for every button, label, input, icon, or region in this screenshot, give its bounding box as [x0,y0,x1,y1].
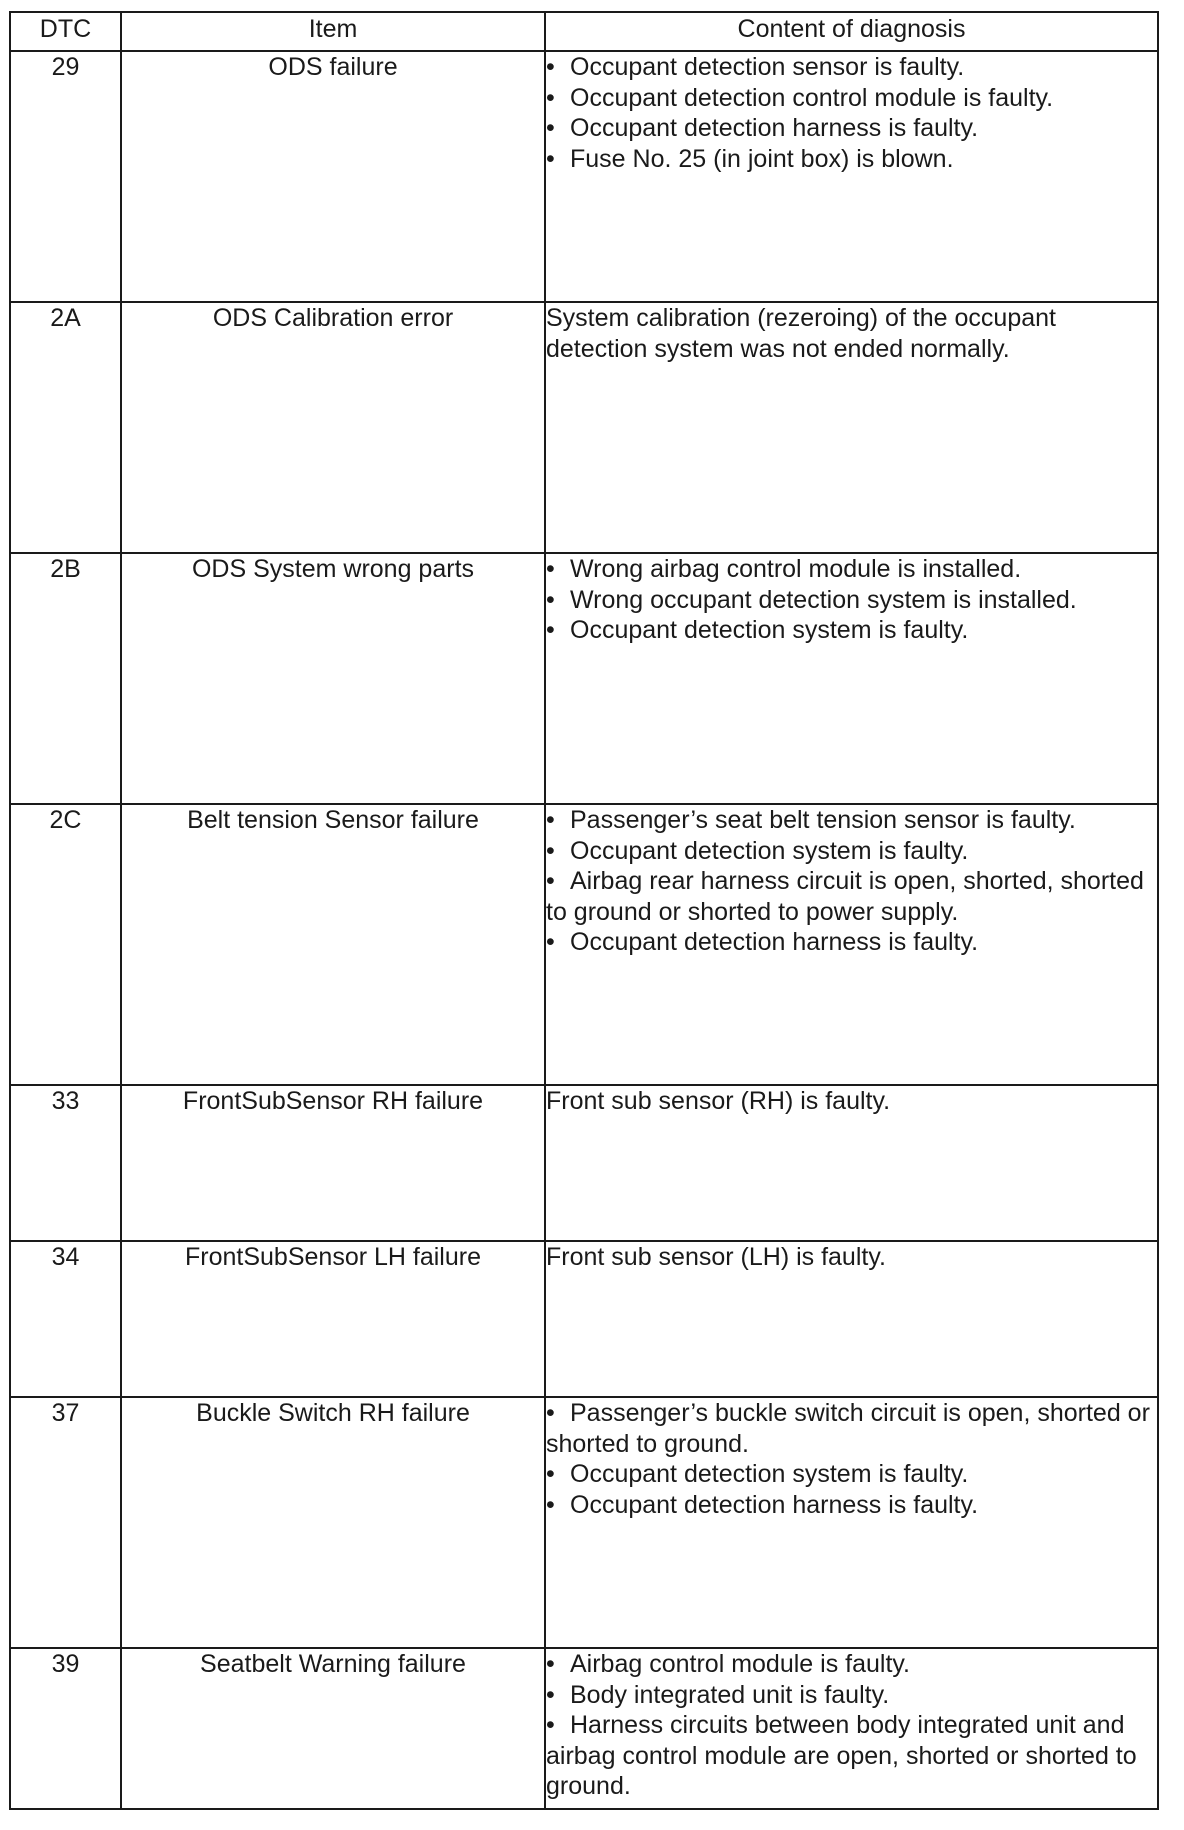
table-row [10,51,1158,302]
diagnosis-content [545,1397,1158,1648]
diagnosis-bullet-line: • Passenger’s seat belt tension sensor is faulty. [546,806,1076,834]
table-row [10,1397,1158,1648]
diagnosis-content [545,1241,1158,1397]
diagnosis-bullet-line: • Occupant detection harness is faulty. [546,928,979,956]
dtc-item: ODS System wrong parts [121,553,545,804]
dtc-item: Seatbelt Warning failure [121,1648,545,1809]
diagnosis-bullet-line: • Fuse No. 25 (in joint box) is blown. [546,144,954,173]
dtc-code: 2C [10,804,121,1085]
bullet-icon: • [546,144,555,173]
diagnosis-content [545,553,1158,804]
table-row [10,1648,1158,1809]
bullet-icon: • [546,616,555,644]
diagnosis-bullet-line: • Occupant detection harness is faulty. [546,1490,979,1519]
dtc-item: ODS Calibration error [121,302,545,553]
bullet-icon: • [546,836,555,865]
diagnosis-content [545,1085,1158,1241]
diagnosis-bullet-line: • Occupant detection system is faulty. [546,1460,969,1488]
header-item: Item [121,12,545,51]
dtc-code: 34 [10,1241,121,1397]
diagnosis-paragraph: Front sub sensor (LH) is faulty. [546,1243,886,1271]
diagnosis-content [545,302,1158,553]
diagnosis-paragraph: System calibration (rezeroing) of the occupant detection system was not ended normally. [546,304,1056,363]
bullet-icon: • [546,555,555,583]
diagnosis-bullet-line: • Harness circuits between body integrated unit and airbag control module are open, shorted or shorted to ground. [546,1711,1137,1800]
dtc-item: FrontSubSensor RH failure [121,1085,545,1241]
diagnosis-content [545,1648,1158,1809]
bullet-icon: • [546,53,555,81]
table-row [10,804,1158,1085]
bullet-icon: • [546,867,555,895]
diagnosis-bullet-line: • Occupant detection system is faulty. [546,616,969,644]
bullet-icon: • [546,114,555,142]
diagnosis-bullet-line: • Occupant detection harness is faulty. [546,114,979,142]
table-row [10,553,1158,804]
diagnosis-bullet-line: • Airbag control module is faulty. [546,1650,910,1678]
table-header-row [10,12,1158,51]
dtc-code: 39 [10,1648,121,1809]
diagnosis-bullet-line: • Wrong occupant detection system is installed. [546,585,1077,614]
diagnosis-content [545,51,1158,302]
bullet-icon: • [546,83,555,112]
diagnosis-bullet-line: • Occupant detection system is faulty. [546,836,969,865]
header-dtc: DTC [10,12,121,51]
header-content-of-diagnosis: Content of diagnosis [545,12,1158,51]
dtc-table [9,11,1159,1810]
dtc-code: 29 [10,51,121,302]
bullet-icon: • [546,928,555,956]
dtc-item: Belt tension Sensor failure [121,804,545,1085]
diagnosis-bullet-line: • Wrong airbag control module is installed. [546,555,1022,583]
bullet-icon: • [546,1680,555,1709]
dtc-code: 2A [10,302,121,553]
bullet-icon: • [546,1460,555,1488]
dtc-code: 2B [10,553,121,804]
dtc-code: 33 [10,1085,121,1241]
table-row [10,302,1158,553]
table-row [10,1085,1158,1241]
table-row [10,1241,1158,1397]
dtc-item: Buckle Switch RH failure [121,1397,545,1648]
dtc-item: FrontSubSensor LH failure [121,1241,545,1397]
diagnosis-bullet-line: • Passenger’s buckle switch circuit is open, shorted or shorted to ground. [546,1399,1150,1458]
bullet-icon: • [546,1399,555,1427]
bullet-icon: • [546,1650,555,1678]
bullet-icon: • [546,806,555,834]
diagnosis-content [545,804,1158,1085]
bullet-icon: • [546,1711,555,1739]
dtc-item: ODS failure [121,51,545,302]
bullet-icon: • [546,585,555,614]
diagnosis-bullet-line: • Body integrated unit is faulty. [546,1680,890,1709]
diagnosis-paragraph: Front sub sensor (RH) is faulty. [546,1087,891,1115]
diagnosis-bullet-line: • Occupant detection sensor is faulty. [546,53,965,81]
bullet-icon: • [546,1490,555,1519]
dtc-code: 37 [10,1397,121,1648]
diagnosis-bullet-line: • Airbag rear harness circuit is open, shorted, shorted to ground or shorted to power supply. [546,867,1144,926]
diagnosis-bullet-line: • Occupant detection control module is faulty. [546,83,1054,112]
